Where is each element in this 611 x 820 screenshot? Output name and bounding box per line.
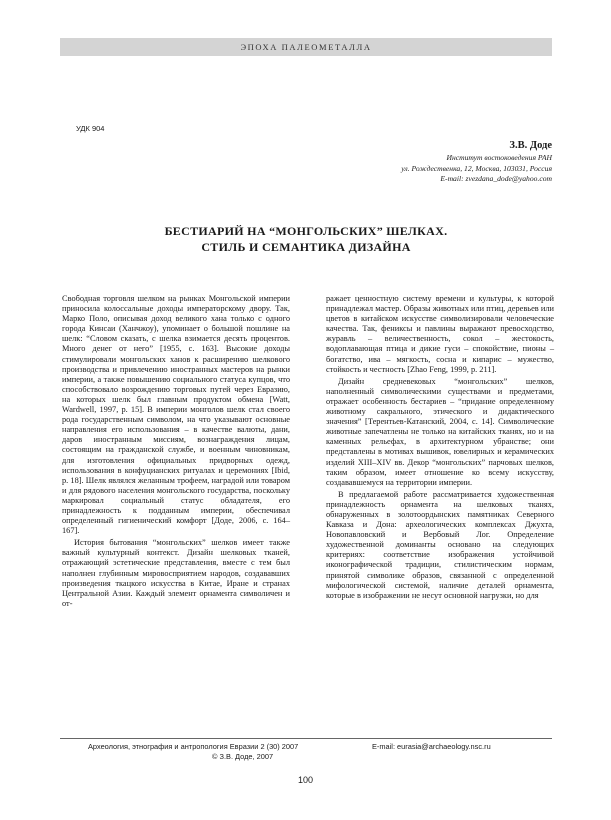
author-address: ул. Рождественка, 12, Москва, 103031, Россия (401, 163, 552, 173)
udk-code: УДК 904 (76, 124, 105, 133)
article-title-line-1: БЕСТИАРИЙ НА “МОНГОЛЬСКИХ” ШЕЛКАХ. (164, 224, 448, 238)
footer-copyright: © З.В. Доде, 2007 (212, 752, 274, 761)
footer-rule (60, 738, 552, 739)
paragraph: Дизайн средневековых “монгольских” шелков, наполненный символическими существами и предметами, отражает особенность бестариев – “придание определенному животному сакрального, этического и дидактического значения” [Терентьев-Катанский, 2004, с. 14]. Символические животные запечатлены не только на китайских тканях, но и на каменных рельефах, в архитектурном убранстве; они представлены в мотивах вышивок, ювелирных и керамических изделий XIII–XIV вв. Декор “монгольских” парчовых шелков, таким образом, имеет отношение ко всему искусству, создававшемуся на территории империи. (326, 376, 554, 487)
author-institution: Институт востоковедения РАН (446, 153, 552, 162)
paragraph: История бытования “монгольских” шелков имеет также важный культурный контекст. Дизайн шелковых тканей, отражающий эстетические представления, вместе с тем был наполнен глубинным мировосприятием народов, создававших произведения ткацкого искусства в Китае, Иране и странах Центральной Азии. Каждый элемент орнамента символичен и от- (62, 538, 290, 608)
article-title (60, 223, 552, 255)
body-column-left (62, 294, 290, 609)
paragraph: Свободная торговля шелком на рынках Монгольской империи приносила колоссальные доходы императорскому двору. Так, Марко Поло, описывая доход великого хана только с одного города Кинсаи (Ханчжоу), упоминает о большой пошлине на шелк: “Словом сказать, с шелка взимается десять процентов. Много денег от него” [1955, с. 163]. Высокие доходы стимулировали монгольских ханов к расширению шелкового производства и привлечению иностранных мастеров на рынки империи, а также повышению социального статуса купцов, что способствовало возрождению торговых путей через Евразию, на которых шелк был главным продуктом обмена [Watt, Wardwell, 1997, p. 15]. В империи монголов шелк стал своего рода государственным символом, на что указывают основные направления его использования – в качестве валюты, дани, даров иностранным миссиям, вознаграждения лицам, состоящим на гражданской службе, и военным чиновникам, для изготовления официальных придворных одежд, использования в конфуцианских ритуалах и церемониях [Ibid, p. 18]. Шелк являлся желанным трофеем, наградой или товаром и для рядового населения монгольского государства, поскольку маркировал социальный статус обладателя, его принадлежность к подданным империи, обеспечивал определенный гигиенический комфорт [Доде, 2006, с. 164–167]. (62, 294, 290, 536)
footer-email: E-mail: eurasia@archaeology.nsc.ru (372, 742, 491, 751)
author-name: З.В. Доде (509, 140, 552, 151)
author-block (401, 139, 552, 185)
section-header-text: ЭПОХА ПАЛЕОМЕТАЛЛА (240, 42, 372, 52)
author-email: E-mail: zvezdana_dode@yahoo.com (440, 174, 552, 183)
footer-journal: Археология, этнография и антропология Евразии 2 (30) 2007 (88, 742, 299, 751)
section-header-band (60, 38, 552, 56)
article-title-line-2: СТИЛЬ И СЕМАНТИКА ДИЗАЙНА (201, 240, 411, 254)
body-column-right (326, 294, 554, 601)
paragraph: ражает ценностную систему времени и культуры, к которой принадлежал мастер. Образы животных или птиц, деревьев или цветов в китайском искусстве символизировали человеческие качества. Так, фениксы и павлины выражают превосходство, журавль – величественность, сокол – жестокость, водоплавающая птица и дикие гуси – спокойствие, пионы – богатство, ива – мягкость, сосна и кипарис – мужество, стойкость и честность [Zhao Feng, 1999, p. 211]. (326, 294, 554, 374)
page-number: 100 (297, 775, 314, 785)
paragraph: В предлагаемой работе рассматривается художественная принадлежность орнамента на шелковых тканях, обнаруженных в золотоордынских памятниках Северного Кавказа и Дона: археологических комплексах Джухта, Новопавловский и Вербовый Лог. Определение художественной доминанты основано на следующих критериях: соответствие изображения устойчивой иконографической традиции, стилистическим нормам, принятой символике образов, связанной с определенной мифологической системой, наличие деталей орнамента, которые в изображении не несут основной нагрузки, но для (326, 489, 554, 600)
